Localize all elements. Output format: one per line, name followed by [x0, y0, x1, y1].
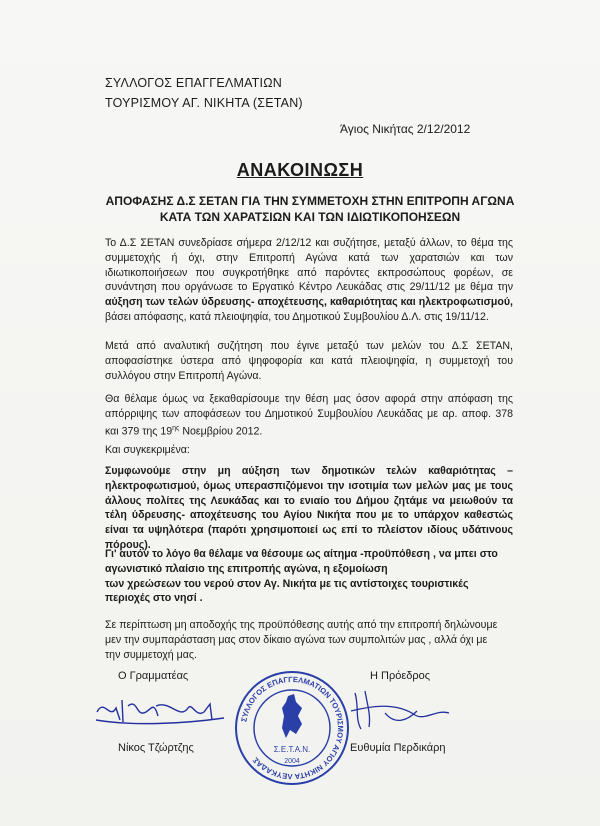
paragraph-5: Συμφωνούμε στην μη αύξηση των δημοτικών τελών καθαριότητας – ηλεκτροφωτισμού, όμως υπερασπιζόμενοι την ισοτιμία των μελών μας με τους άλλους πολίτες της Λευκάδας και το ενιαίο του Δήμου ζητάμε να μειωθούν τα τέλη ύδρευσης- αποχέτευσης του Αγίου Νικήτα που με το υπάρχον καθεστώς είναι τα υψηλότερα (παρότι χρησιμοποιεί ως επί το πλείστον ιδίους υδάτινους πόρους). — [105, 465, 513, 551]
subtitle-line1: ΑΠΟΦΑΣΗΣ Δ.Σ ΣΕΤΑΝ ΓΙΑ ΤΗΝ ΣΥΜΜΕΤΟΧΗ ΣΤΗΝ ΕΠΙΤΡΟΠΗ ΑΓΩΝΑ — [105, 194, 515, 208]
paragraph-1-emphasis: αύξηση των τελών ύδρευσης- αποχέτευσης, καθαριότητας και ηλεκτροφωτισμού, — [105, 296, 513, 309]
org-name-line1: ΣΥΛΛΟΓΟΣ ΕΠΑΓΓΕΛΜΑΤΙΩΝ — [105, 76, 282, 90]
president-name: Ευθυμία Περδικάρη — [350, 742, 446, 754]
paragraph-3-superscript: ης — [172, 424, 180, 432]
paragraph-3-tail: Νοεμβρίου 2012. — [179, 425, 263, 438]
org-name-line2: ΤΟΥΡΙΣΜΟΥ ΑΓ. ΝΙΚΗΤΑ (ΣΕΤΑΝ) — [105, 96, 303, 110]
paragraph-1-tail: βάσει απόφασης, κατά πλειοψηφία, του Δημοτικού Συμβουλίου Δ.Λ. στις 19/11/12. — [105, 310, 489, 323]
paragraph-7 — [105, 618, 525, 662]
paragraph-6 — [105, 547, 525, 606]
president-signature — [345, 685, 460, 735]
document-subtitle — [90, 193, 530, 225]
secretary-name: Νίκος Τζώρτζης — [118, 742, 194, 754]
stamp-year: 2004 — [284, 758, 300, 765]
document-date: Άγιος Νικήτας 2/12/2012 — [340, 122, 471, 136]
paragraph-7-line3: την συμμετοχή μας. — [105, 648, 197, 661]
paragraph-6-line3: των χρεώσεων του νερού στον Αγ. Νικήτα με τις αντίστοιχες τουριστικές — [105, 577, 469, 590]
stamp-ring-text: ΣΥΛΛΟΓΟΣ ΕΠΑΓΓΕΛΜΑΤΙΩΝ ΤΟΥΡΙΣΜΟΥ ΑΓΙΟΥ ΝΙΚΗΤΑ ΛΕΥΚΑΔΑΣ — [239, 674, 346, 782]
subtitle-line2: ΚΑΤΑ ΤΩΝ ΧΑΡΑΤΣΙΩΝ ΚΑΙ ΤΩΝ ΙΔΙΩΤΙΚΟΠΟΗΣΕΩΝ — [159, 210, 461, 224]
paragraph-6-line2: αγωνιστικό πλαίσιο της επιτροπής αγώνα, η εξομοίωση — [105, 562, 388, 575]
page-title: ΑΝΑΚΟΙΝΩΣΗ — [236, 160, 364, 180]
paragraph-3-text: Θα θέλαμε όμως να ξεκαθαρίσουμε την θέση μας όσον αφορά στην απόφαση της απόρριψης των αποφάσεων του Δημοτικού Συμβουλίου Λευκάδας με αρ. αποφ. 378 και 379 της 19 — [105, 393, 513, 438]
paragraph-6-line1: Γι' αυτόν το λόγο θα θέλαμε να θέσουμε ως αίτημα -προϋπόθεση , να μπει στο — [105, 548, 498, 560]
association-stamp — [232, 668, 352, 788]
paragraph-7-line2: μεν την συμπαράσταση μας στον δίκαιο αγώνα των συμπολιτών μας , αλλά όχι με — [105, 633, 488, 646]
paragraph-1-text: Το Δ.Σ ΣΕΤΑΝ συνεδρίασε σήμερα 2/12/12 και συζήτησε, μεταξύ άλλων, το θέμα της συμμετοχής ή όχι, στην Επιτροπή Αγώνα κατά των χαρατσιών και των ιδιωτικοποιήσεων που συγκροτήθηκε από παρόντες εκπροσώπους φορέων, σε συνάντηση που οργάνωσε το Εργατικό Κέντρο Λευκάδας στις 29/11/12 με θέμα την — [105, 237, 513, 294]
paragraph-3 — [105, 392, 513, 439]
paragraph-1 — [105, 236, 513, 325]
secretary-role: Ο Γραμματέας — [118, 670, 189, 682]
paragraph-6-line4: περιοχές στο νησί . — [105, 592, 203, 605]
island-icon — [282, 694, 302, 738]
secretary-signature — [92, 690, 232, 735]
president-role: Η Πρόεδρος — [370, 670, 431, 682]
paragraph-2: Μετά από αναλυτική συζήτηση που έγινε μεταξύ των μελών του Δ.Σ ΣΕΤΑΝ, αποφασίστηκε ύστερα από ψηφοφορία και κατά πλειοψηφία, η συμμετοχή του συλλόγου στην Επιτροπή Αγώνα. — [105, 340, 513, 382]
paragraph-4: Και συγκεκριμένα: — [105, 444, 190, 456]
stamp-center-text: Σ.Ε.Τ.Α.Ν. — [273, 745, 311, 754]
paragraph-7-line1: Σε περίπτωση μη αποδοχής της προϋπόθεσης αυτής από την επιτροπή δηλώνουμε — [105, 619, 498, 631]
